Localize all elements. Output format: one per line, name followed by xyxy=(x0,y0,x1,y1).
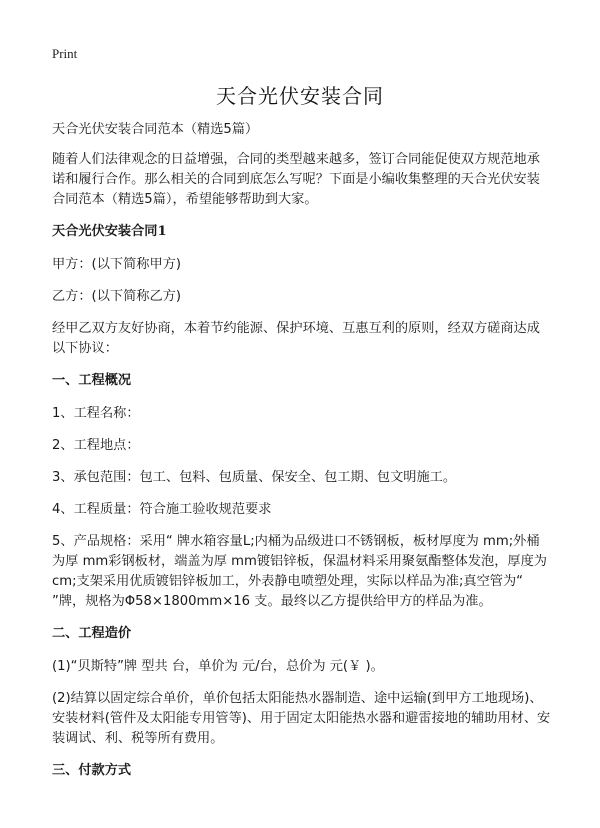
overview-item-product-spec: 5、产品规格：采用“ 牌水箱容量L;内桶为品级进口不锈钢板，板材厚度为 mm;外桶为厚 mm彩钢板材，端盖为厚 mm镀铝锌板，保温材料采用聚氨酯整体发泡，厚度为 cm;支架采用优质镀铝锌板加工，外表静电喷塑处理，实际以样品为准;真空管为“ ”牌，规格为Φ58×1800mm×16 支。最终以乙方提供给甲方的样品为准。 xyxy=(52,534,547,609)
cost-item-unit-price: (1)“贝斯特”牌 型共 台，单价为 元/台，总价为 元(￥ )。 xyxy=(52,659,384,674)
section-heading-cost: 二、工程造价 xyxy=(52,626,132,641)
overview-item-project-name: 1、工程名称： xyxy=(52,406,140,421)
party-a-line: 甲方：(以下简称甲方) xyxy=(52,257,181,272)
document-body xyxy=(52,120,552,794)
contract-heading: 天合光伏安装合同1 xyxy=(52,224,167,239)
overview-item-quality: 4、工程质量：符合施工验收规范要求 xyxy=(52,502,272,517)
print-link[interactable]: Print xyxy=(52,46,78,61)
section-heading-payment: 三、付款方式 xyxy=(52,763,132,778)
intro-paragraph: 随着人们法律观念的日益增强，合同的类型越来越多，签订合同能促使双方规范地承诺和履行合作。那么相关的合同到底怎么写呢？下面是小编收集整理的天合光伏安装合同范本（精选5篇），希望能够帮助到大家。 xyxy=(52,152,540,207)
document-subtitle: 天合光伏安装合同范本（精选5篇） xyxy=(52,122,259,137)
overview-item-contract-scope: 3、承包范围：包工、包料、包质量、保安全、包工期、包文明施工。 xyxy=(52,470,457,485)
cost-item-settlement: (2)结算以固定综合单价，单价包括太阳能热水器制造、途中运输(到甲方工地现场)、安装材料(管件及太阳能专用管等)、用于固定太阳能热水器和避雷接地的辅助用材、安装调试、利、税等所有费用。 xyxy=(52,691,551,746)
section-heading-overview: 一、工程概况 xyxy=(52,373,132,388)
document-title: 天合光伏安装合同 xyxy=(216,84,384,108)
overview-item-project-location: 2、工程地点： xyxy=(52,438,140,453)
party-b-line: 乙方：(以下简称乙方) xyxy=(52,289,181,304)
agreement-paragraph: 经甲乙双方友好协商，本着节约能源、保护环境、互惠互利的原则，经双方磋商达成以下协议： xyxy=(52,321,540,356)
